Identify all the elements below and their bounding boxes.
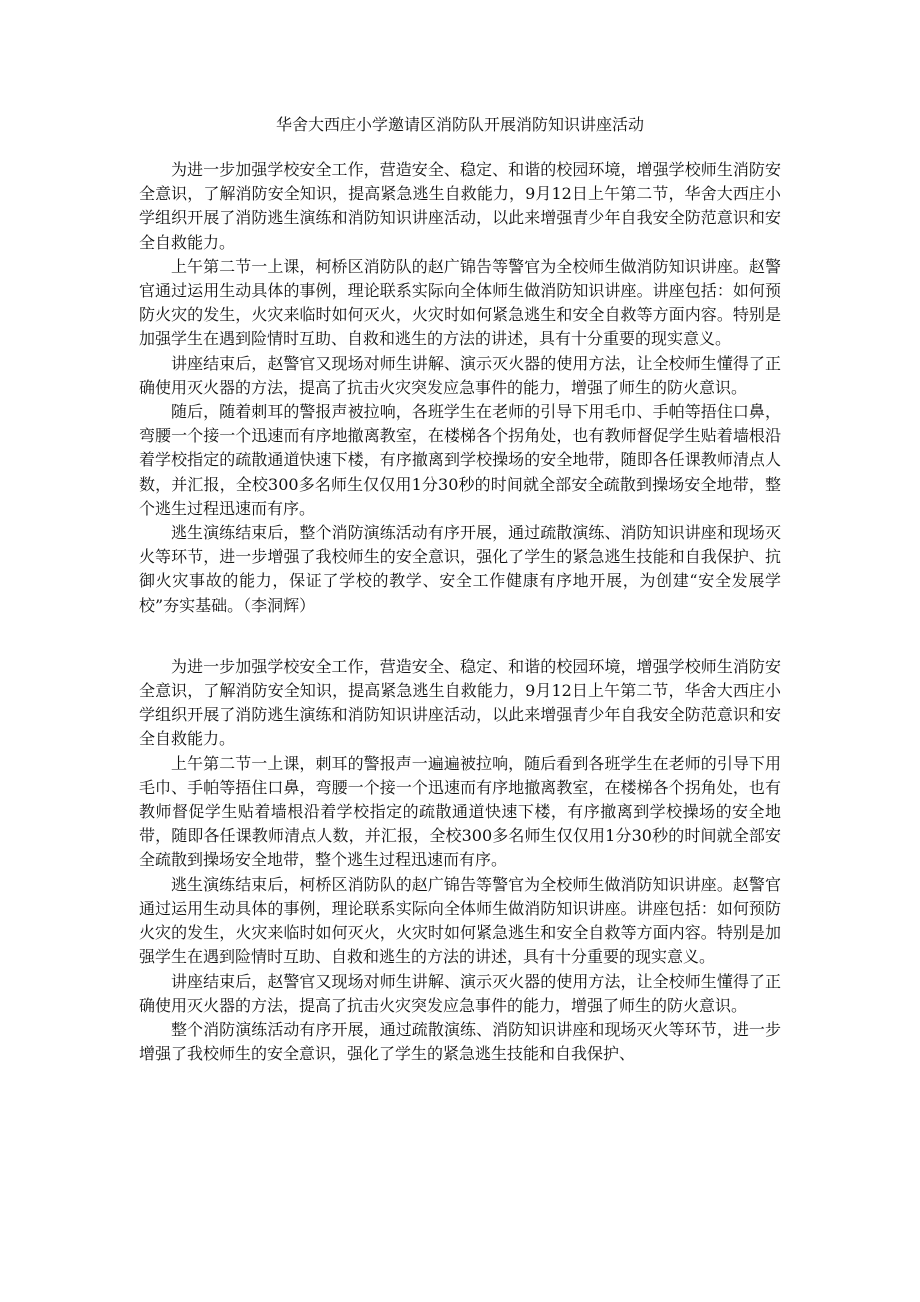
section-gap <box>139 618 781 655</box>
paragraph: 上午第二节一上课，柯桥区消防队的赵广锦告等警官为全校师生做消防知识讲座。赵警官通过运用生动具体的事例，理论联系实际向全体师生做消防知识讲座。讲座包括：如何预防火灾的发生，火灾来临时如何灭火，火灾时如何紧急逃生和安全自救等方面内容。特别是加强学生在遇到险情时互助、自救和逃生的方法的讲述，具有十分重要的现实意义。 <box>139 256 781 349</box>
paragraph: 逃生演练结束后，整个消防演练活动有序开展，通过疏散演练、消防知识讲座和现场灭火等环节，进一步增强了我校师生的安全意识，强化了学生的紧急逃生技能和自我保护、抗御火灾事故的能力，保证了学校的教学、安全工作健康有序地开展，为创建“安全发展学校”夯实基础。（李洞辉） <box>139 523 781 615</box>
paragraph: 整个消防演练活动有序开展，通过疏散演练、消防知识讲座和现场灭火等环节，进一步增强了我校师生的安全意识，强化了学生的紧急逃生技能和自我保护、 <box>139 1019 781 1064</box>
paragraph: 为进一步加强学校安全工作，营造安全、稳定、和谐的校园环境，增强学校师生消防安全意识，了解消防安全知识，提高紧急逃生自救能力，9月12日上午第二节，华舍大西庄小学组织开展了消防逃生演练和消防知识讲座活动，以此来增强青少年自我安全防范意识和安全自救能力。 <box>139 656 781 749</box>
paragraph: 上午第二节一上课，刺耳的警报声一遍遍被拉响，随后看到各班学生在老师的引导下用毛巾、手帕等捂住口鼻，弯腰一个接一个迅速而有序地撤离教室，在楼梯各个拐角处，也有教师督促学生贴着墙根沿着学校指定的疏散通道快速下楼，有序撤离到学校操场的安全地带，随即各任课教师清点人数，并汇报，全校300多名师生仅仅用1分30秒的时间就全部安全疏散到操场安全地带，整个逃生过程迅速而有序。 <box>139 753 781 870</box>
paragraph: 讲座结束后，赵警官又现场对师生讲解、演示灭火器的使用方法，让全校师生懂得了正确使用灭火器的方法，提高了抗击火灾突发应急事件的能力，增强了师生的防火意识。 <box>139 353 781 397</box>
paragraph: 为进一步加强学校安全工作，营造安全、稳定、和谐的校园环境，增强学校师生消防安全意识，了解消防安全知识，提高紧急逃生自救能力，9月12日上午第二节，华舍大西庄小学组织开展了消防逃生演练和消防知识讲座活动，以此来增强青少年自我安全防范意识和安全自救能力。 <box>139 160 781 252</box>
paragraph: 讲座结束后，赵警官又现场对师生讲解、演示灭火器的使用方法，让全校师生懂得了正确使用灭火器的方法，提高了抗击火灾突发应急事件的能力，增强了师生的防火意识。 <box>139 971 781 1015</box>
paragraph: 随后，随着刺耳的警报声被拉响，各班学生在老师的引导下用毛巾、手帕等捂住口鼻，弯腰一个接一个迅速而有序地撤离教室，在楼梯各个拐角处，也有教师督促学生贴着墙根沿着学校指定的疏散通道快速下楼，有序撤离到学校操场的安全地带，随即各任课教师清点人数，并汇报，全校300多名师生仅仅用1分30秒的时间就全部安全疏散到操场安全地带，整个逃生过程迅速而有序。 <box>139 402 781 518</box>
paragraph: 逃生演练结束后，柯桥区消防队的赵广锦告等警官为全校师生做消防知识讲座。赵警官通过运用生动具体的事例，理论联系实际向全体师生做消防知识讲座。讲座包括：如何预防火灾的发生，火灾来临时如何灭火，火灾时如何紧急逃生和安全自救等方面内容。特别是加强学生在遇到险情时互助、自救和逃生的方法的讲述，具有十分重要的现实意义。 <box>139 874 781 967</box>
document-title: 华舍大西庄小学邀请区消防队开展消防知识讲座活动 <box>275 115 644 134</box>
document-body <box>139 158 781 1066</box>
